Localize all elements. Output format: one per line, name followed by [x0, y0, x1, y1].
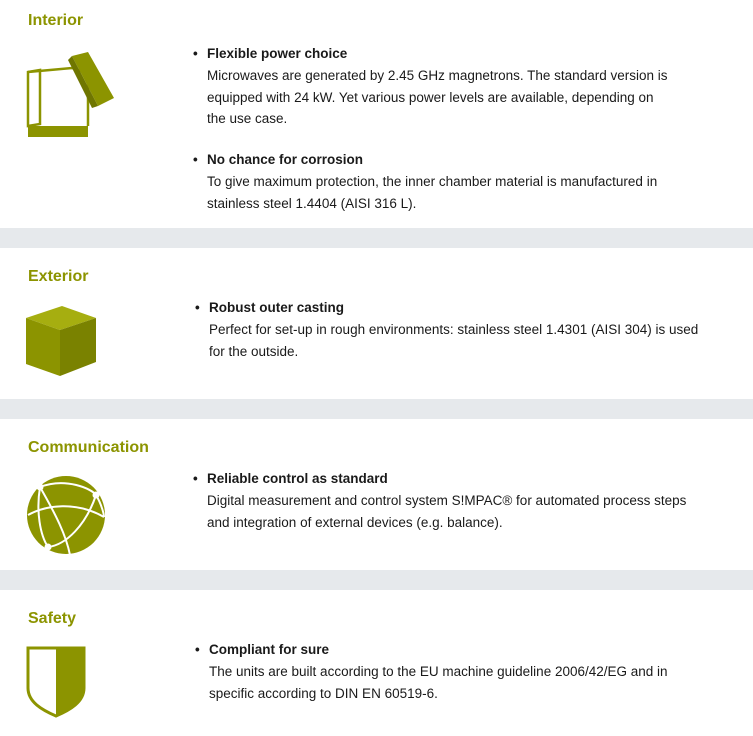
network-globe-icon	[26, 475, 108, 562]
section-separator	[0, 228, 753, 248]
feature-heading: • Robust outer casting	[209, 298, 698, 318]
section-title: Communication	[28, 439, 149, 456]
feature-description: The units are built according to the EU machine guideline 2006/42/EG and in specific according to DIN EN 60519-6.	[209, 664, 668, 701]
feature-item	[209, 640, 668, 704]
feature-heading: • Compliant for sure	[209, 640, 668, 660]
open-box-icon	[26, 48, 118, 145]
feature-description: To give maximum protection, the inner chamber material is manufactured in stainless steel 1.4404 (AISI 316 L).	[207, 174, 658, 211]
shield-icon	[26, 644, 86, 723]
feature-description: Perfect for set-up in rough environments: stainless steel 1.4301 (AISI 304) is used for the outside.	[209, 322, 699, 359]
feature-item	[207, 150, 657, 214]
section-exterior	[0, 248, 753, 399]
section-title: Interior	[28, 12, 84, 29]
section-safety	[0, 590, 753, 736]
section-separator	[0, 399, 753, 419]
feature-description: Microwaves are generated by 2.45 GHz magnetrons. The standard version is equipped with 24 kW. Yet various power levels are available, depending on the use case.	[207, 68, 668, 126]
feature-heading: • Flexible power choice	[207, 44, 667, 64]
feature-heading: • No chance for corrosion	[207, 150, 657, 170]
closed-box-icon	[26, 300, 98, 385]
section-title: Safety	[28, 610, 77, 627]
section-separator	[0, 570, 753, 590]
section-interior	[0, 0, 753, 228]
feature-item	[207, 44, 667, 130]
section-communication	[0, 419, 753, 570]
feature-item	[209, 298, 698, 362]
feature-description: Digital measurement and control system S!MPAC® for automated process steps and integration of external devices (e.g. balance).	[207, 493, 687, 530]
feature-item	[207, 469, 686, 533]
section-title: Exterior	[28, 268, 89, 285]
feature-heading: • Reliable control as standard	[207, 469, 686, 489]
